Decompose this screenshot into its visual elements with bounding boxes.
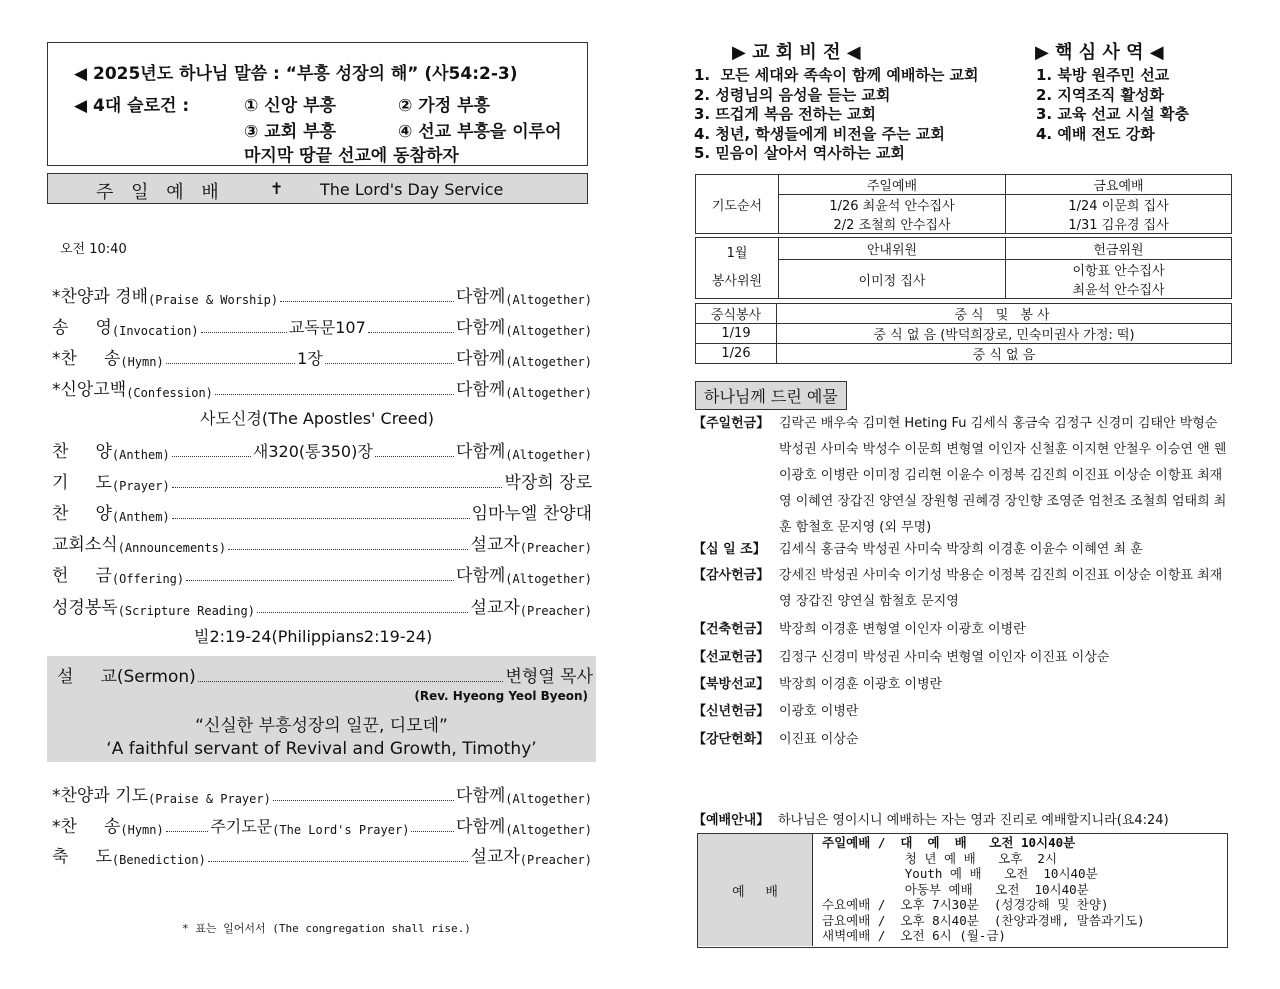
order-detail: 1장	[297, 349, 323, 368]
friday-prayer: 1/24 이문희 집사	[1006, 195, 1232, 215]
dots	[172, 487, 503, 488]
preacher-en: (Rev. Hyeong Yeol Byeon)	[414, 689, 588, 703]
order-item	[52, 561, 592, 586]
order-label-en: (Hymn)	[120, 823, 164, 837]
order-leader: 설교자	[470, 598, 520, 618]
offering-names: 이광호 이병란	[779, 704, 859, 719]
slogan-3: ③ 교회 부흥	[244, 122, 336, 142]
order-item	[52, 530, 592, 555]
dots	[375, 456, 454, 457]
list-item: 2. 성령님의 음성을 듣는 교회	[694, 85, 891, 104]
volunteer-table	[695, 237, 1232, 299]
order-label: 교회소식	[52, 535, 118, 555]
order-leader: 박장희 장로	[504, 473, 592, 493]
offering-row	[693, 617, 1233, 643]
dots	[186, 580, 454, 581]
offering-label: 【십 일 조】	[693, 542, 766, 557]
offering-label: 【건축헌금】	[693, 622, 770, 637]
vision-title: ▶ 교 회 비 전 ◀	[732, 42, 861, 63]
order-leader: 임마누엘 찬양대	[471, 504, 592, 524]
list-item: 4. 예배 전도 강화	[1036, 124, 1155, 143]
service-header	[47, 173, 588, 204]
order-label: 축 도	[52, 847, 112, 867]
worship-schedule	[697, 833, 1228, 948]
order-leader: 설교자	[470, 535, 520, 555]
friday-prayer: 1/31 김유경 집사	[1006, 214, 1232, 234]
service-title-ko: 주 일 예 배	[96, 182, 225, 203]
order-item	[52, 468, 592, 493]
schedule-line: 주일예배 / 대 예 배 오전 10시40분	[822, 835, 1076, 850]
dots	[257, 612, 468, 613]
order-label: *신앙고백	[52, 380, 127, 400]
order-label: 성경봉독	[52, 598, 118, 618]
list-item: 5. 믿음이 살아서 역사하는 교회	[694, 144, 905, 162]
slogan-label: ◀ 4대 슬로건 :	[74, 96, 190, 116]
order-label: *찬 송	[52, 349, 121, 369]
sunday-header: 주일예배	[779, 175, 1006, 195]
dots	[172, 518, 470, 519]
order-detail: 교독문107	[288, 318, 366, 337]
scripture: 빌2:19-24(Philippians2:19-24)	[194, 627, 433, 646]
creed: 사도신경(The Apostles' Creed)	[200, 409, 435, 428]
list-item: 4. 청년, 학생들에게 비전을 주는 교회	[694, 124, 945, 143]
offering-names: 김세식 홍금숙 박성권 사미숙 박장희 이경훈 이윤수 이혜연 최 훈	[779, 542, 1143, 557]
dots	[172, 456, 251, 457]
friday-header: 금요예배	[1006, 175, 1232, 195]
order-label-en: (Confession)	[126, 386, 213, 400]
order-leader-en: (Altogether)	[505, 355, 593, 369]
order-label: 기 도	[52, 473, 112, 493]
lunch-text: 중 식 없 음	[777, 344, 1232, 364]
offering-label: 【북방선교】	[693, 677, 770, 692]
order-item	[52, 593, 592, 618]
order-leader: 설교자	[470, 847, 520, 867]
order-leader-en: (Preacher)	[519, 541, 592, 555]
offering-row	[693, 411, 1233, 541]
order-detail: 새320(통350)장	[252, 442, 373, 461]
order-leader-en: (Altogether)	[505, 293, 592, 307]
dots	[201, 332, 287, 333]
order-detail: 주기도문	[210, 817, 273, 836]
sermon-title-ko: “신실한 부흥성장의 일꾼, 디모데”	[195, 716, 448, 736]
order-label-en: (Scripture Reading)	[117, 604, 255, 618]
worship-side-text: 예 배	[732, 884, 778, 900]
order-item	[52, 812, 592, 837]
schedule-line: 새벽예배 / 오전 6시 (월-금)	[822, 928, 1006, 943]
order-label-en: (Anthem)	[111, 510, 170, 524]
slogan-2: ② 가정 부흥	[398, 96, 490, 116]
order-leader-en: (Altogether)	[505, 572, 592, 586]
order-item	[52, 313, 592, 338]
order-item	[52, 344, 592, 369]
order-label-en: (Offering)	[111, 572, 185, 586]
offering-row	[693, 699, 1233, 725]
dots	[280, 301, 454, 302]
order-label-en: (Invocation)	[111, 324, 199, 338]
dots	[198, 681, 504, 682]
worship-info-label: 【예배안내】	[693, 813, 770, 828]
service-title-en: The Lord's Day Service	[320, 180, 504, 199]
offerings-title: 하나님께 드린 예물	[695, 381, 847, 410]
dots	[228, 549, 468, 550]
order-label: *찬 송	[52, 817, 121, 837]
schedule-line: 아동부 예배 오전 10시40분	[822, 881, 1089, 897]
sermon-label: 설 교(Sermon)	[57, 667, 196, 687]
dots	[368, 332, 454, 333]
order-label-en: (Anthem)	[111, 448, 170, 462]
order-label: *찬양과 기도	[52, 786, 149, 806]
schedule-line: 청 년 예 배 오후 2시	[822, 850, 1058, 866]
order-leader: 다함께	[456, 318, 506, 338]
order-item	[52, 499, 592, 524]
order-leader-en: (Altogether)	[505, 324, 593, 338]
order-item	[52, 842, 592, 867]
order-leader: 다함께	[456, 380, 506, 400]
order-label-en: (Announcements)	[117, 541, 227, 555]
lunch-date: 1/19	[696, 324, 777, 344]
month-label: 1월	[726, 246, 748, 261]
order-detail-en: (The Lord's Prayer)	[272, 823, 410, 837]
list-item: 2. 지역조직 활성화	[1036, 85, 1165, 104]
lunch-header: 중식봉사	[696, 304, 777, 324]
order-item	[52, 375, 592, 400]
order-leader-en: (Preacher)	[519, 853, 592, 867]
order-leader-en: (Altogether)	[505, 823, 593, 837]
lunch-header-2: 중식 및 봉사	[777, 304, 1232, 324]
dots	[208, 861, 469, 862]
list-item: 3. 교육 선교 시설 확충	[1036, 105, 1189, 123]
offering-row	[693, 672, 1233, 698]
schedule-line: 수요예배 / 오후 7시30분 (성경강해 및 찬양)	[822, 897, 1109, 912]
list-item: 3. 뜨겁게 복음 전하는 교회	[694, 105, 876, 123]
worship-side-label	[698, 834, 813, 946]
offering-names: 김정구 신경미 박성권 사미숙 변형열 이인자 이진표 이상순	[779, 650, 1110, 665]
order-leader: 다함께	[456, 786, 506, 806]
lunch-table	[695, 303, 1232, 364]
list-item: 1. 북방 원주민 선교	[1036, 66, 1170, 84]
order-leader: 다함께	[456, 287, 506, 307]
order-leader-en: (Altogether)	[505, 448, 592, 462]
guide-header: 안내위원	[779, 238, 1006, 260]
schedule-line: 금요예배 / 오후 8시40분 (찬양과경배, 말씀과기도)	[822, 912, 1145, 928]
schedule-line: Youth 예 배 오전 10시40분	[822, 866, 1098, 881]
slogan-5: 마지막 땅끝 선교에 동참하자	[244, 146, 459, 166]
worship-info-verse: 하나님은 영이시니 예배하는 자는 영과 진리로 예배할지니라(요4:24)	[778, 813, 1169, 828]
order-item	[52, 437, 592, 462]
core-title: ▶ 핵 심 사 역 ◀	[1035, 42, 1164, 63]
dots	[325, 363, 454, 364]
order-label: 송 영	[52, 318, 112, 338]
offering-label: 【주일헌금】	[693, 416, 770, 431]
dots	[215, 394, 454, 395]
offering-header: 헌금위원	[1006, 238, 1232, 260]
year-theme: ◀ 2025년도 하나님 말씀 : “부흥 성장의 해” (사54:2-3)	[74, 64, 518, 84]
order-label-en: (Praise & Worship)	[148, 293, 279, 307]
sermon-title-en: ‘A faithful servant of Revival and Growth, Timothy’	[106, 739, 537, 759]
lunch-date: 1/26	[696, 344, 777, 364]
offering-row	[693, 645, 1233, 671]
offering-row	[693, 727, 1233, 753]
offering-names: 박장희 이경훈 변형열 이인자 이광호 이병란	[779, 622, 1026, 637]
dots	[166, 831, 209, 832]
volunteer-label-text: 봉사위원	[711, 274, 763, 289]
offering-label: 【신년헌금】	[693, 704, 770, 719]
dots	[166, 363, 295, 364]
prayer-table	[695, 174, 1232, 234]
order-label-en: (Hymn)	[120, 355, 164, 369]
footnote: * 표는 일어서서 (The congregation shall rise.)	[182, 922, 471, 935]
offering-label: 【강단헌화】	[693, 732, 770, 747]
offering-name: 최윤석 안수집사	[1072, 283, 1165, 298]
volunteer-label	[696, 238, 779, 299]
offering-names: 이진표 이상순	[779, 732, 859, 747]
order-label-en: (Praise & Prayer)	[148, 792, 271, 806]
offering-names	[1006, 260, 1232, 299]
order-label: *찬양과 경배	[52, 287, 149, 307]
order-label: 헌 금	[52, 566, 112, 586]
sunday-prayer: 1/26 최윤석 안수집사	[779, 195, 1006, 215]
slogan-box	[47, 42, 588, 166]
order-leader-en: (Altogether)	[505, 386, 592, 400]
order-label: 찬 양	[52, 442, 112, 462]
offering-row	[693, 563, 1233, 615]
service-time: 오전 10:40	[60, 242, 127, 257]
core-list	[1036, 66, 1189, 144]
offering-label: 【감사헌금】	[693, 568, 770, 583]
order-leader: 다함께	[456, 442, 506, 462]
offering-names: 박장희 이경훈 이광호 이병란	[779, 677, 943, 692]
order-leader: 다함께	[456, 817, 506, 837]
preacher: 변형열 목사	[505, 667, 593, 687]
guide-name: 이미정 집사	[779, 260, 1006, 299]
schedule-lines	[822, 835, 1145, 944]
list-item: 1. 모든 세대와 족속이 함께 예배하는 교회	[694, 66, 979, 84]
order-leader: 다함께	[456, 566, 506, 586]
order-label-en: (Prayer)	[111, 479, 170, 493]
slogan-1: ① 신앙 부흥	[244, 96, 336, 116]
order-leader: 다함께	[456, 349, 506, 369]
offering-names: 김락곤 배우숙 김미현 Heting Fu 김세식 홍금숙 김정구 신경미 김태안 박형순 박성권 사미숙 박성수 이문희 변형열 이인자 신철훈 이지현 안철우 이승연 앤 웬 이광호 이병란 이미정 김리현 이윤수 이정복 김진희 이진표 이상순 이항표 최재영 이혜연 장갑진 양연실 장원형 권혜경 장인향 조영준 엄천조 조철희 엄태희 최 훈 함철호 문지영 (외 무명)	[779, 416, 1227, 535]
prayer-label: 기도순서	[696, 175, 779, 234]
sermon-line	[57, 662, 593, 687]
lunch-text: 중 식 없 음 (박덕희장로, 민숙미권사 가정: 떡)	[777, 324, 1232, 344]
sunday-prayer: 2/2 조철희 안수집사	[779, 214, 1006, 234]
order-item	[52, 282, 592, 307]
order-label-en: (Benediction)	[111, 853, 206, 867]
slogan-4: ④ 선교 부흥을 이루어	[398, 122, 562, 142]
offering-names: 강세진 박성권 사미숙 이기성 박용순 이정복 김진희 이진표 이상순 이항표 최재영 장갑진 양연실 함철호 문지영	[779, 568, 1223, 609]
order-leader-en: (Preacher)	[519, 604, 592, 618]
offering-label: 【선교헌금】	[693, 650, 770, 665]
cross-icon: ✝	[270, 179, 284, 198]
offering-name: 이항표 안수집사	[1072, 264, 1165, 279]
dots	[273, 800, 454, 801]
vision-list	[694, 66, 979, 164]
dots	[411, 831, 454, 832]
offering-row	[693, 537, 1233, 563]
sermon-box	[47, 656, 596, 762]
order-leader-en: (Altogether)	[505, 792, 592, 806]
order-item	[52, 781, 592, 806]
order-label: 찬 양	[52, 504, 112, 524]
